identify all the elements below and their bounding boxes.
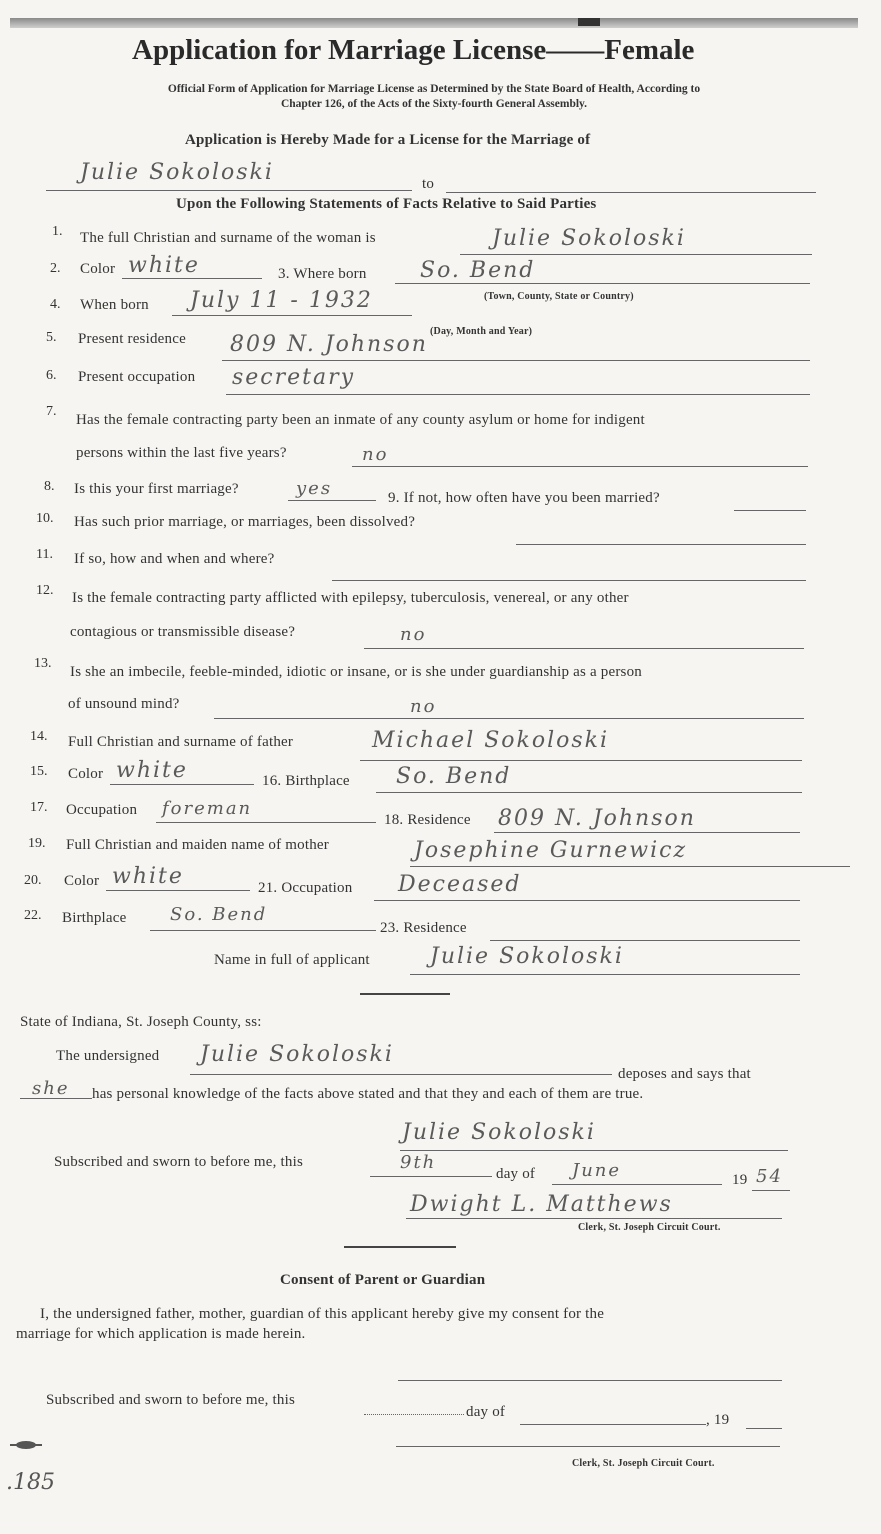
q20-answer: white [112, 864, 184, 889]
separator-1 [360, 993, 450, 995]
q7-number: 7. [46, 404, 57, 419]
q9-number: 9. [388, 490, 400, 506]
q13-number: 13. [34, 656, 52, 671]
q15-label: Color [68, 766, 104, 782]
year-line [752, 1190, 790, 1191]
consent-clerk-title: Clerk, St. Joseph Circuit Court. [572, 1458, 715, 1469]
q14-number: 14. [30, 729, 48, 744]
union-stamp-icon [10, 1440, 44, 1450]
q11-label: If so, how and when and where? [74, 551, 275, 567]
q3-line [395, 283, 810, 284]
q19-label: Full Christian and maiden name of mother [66, 837, 329, 853]
q4-answer: July 11 - 1932 [190, 288, 373, 313]
q17-answer: foreman [162, 798, 253, 819]
q1-answer: Julie Sokoloski [492, 226, 686, 251]
q16-label-text: Birthplace [285, 773, 350, 789]
affidavit-sig-line [400, 1150, 788, 1151]
subtitle-line-2: Chapter 126, of the Acts of the Sixty-fourth General Assembly. [280, 98, 588, 110]
q3-answer: So. Bend [420, 258, 536, 283]
year-prefix: 19 [732, 1172, 748, 1188]
consent-sig-line [398, 1380, 782, 1381]
q3-label [278, 266, 367, 283]
scan-mark [578, 18, 600, 26]
consent-heading: Consent of Parent or Guardian [280, 1272, 486, 1288]
q16-line [376, 792, 802, 793]
q4-number: 4. [50, 297, 61, 312]
q15-line [110, 784, 254, 785]
q12-label: Is the female contracting party afflicted with epilepsy, tuberculosis, venereal, or any other [72, 590, 629, 606]
q4-label: When born [80, 297, 149, 313]
separator-2 [344, 1246, 456, 1248]
q14-answer: Michael Sokoloski [372, 728, 610, 753]
q20-label: Color [64, 873, 100, 889]
q6-answer: secretary [232, 365, 356, 390]
q23-line [490, 940, 800, 941]
q23-label-text: Residence [403, 920, 467, 936]
year-value: 54 [756, 1166, 783, 1187]
q8-line [288, 500, 376, 501]
day-of-label: day of [496, 1166, 536, 1182]
q19-answer: Josephine Gurnewicz [414, 838, 688, 863]
q15-answer: white [116, 758, 188, 783]
q12-number: 12. [36, 583, 54, 598]
q11-number: 11. [36, 547, 53, 562]
q22-answer: So. Bend [170, 904, 268, 925]
q19-line [410, 866, 850, 867]
month-line [552, 1184, 722, 1185]
q21-answer: Deceased [398, 872, 522, 897]
q16-number: 16. [262, 773, 282, 789]
q10-line [516, 544, 806, 545]
consent-sworn-text: Subscribed and sworn to before me, this [46, 1392, 296, 1408]
applicant-sig-label: Name in full of applicant [214, 952, 370, 968]
day-value: 9th [400, 1152, 437, 1173]
q9-label [388, 490, 660, 507]
q18-answer: 809 N. Johnson [498, 806, 696, 831]
q23-number: 23. [380, 920, 400, 936]
q21-number: 21. [258, 880, 278, 896]
q8-number: 8. [44, 479, 55, 494]
q6-label: Present occupation [78, 369, 196, 385]
q20-line [106, 890, 250, 891]
q18-line [494, 832, 800, 833]
q2-answer: white [128, 253, 200, 278]
q6-number: 6. [46, 368, 57, 383]
partner-name-line [446, 192, 816, 193]
scan-top-edge [10, 18, 858, 28]
q22-number: 22. [24, 908, 42, 923]
consent-month-line [520, 1424, 706, 1425]
q1-number: 1. [52, 224, 63, 239]
q1-line [460, 254, 812, 255]
month-value: June [572, 1160, 622, 1181]
q13-label-cont: of unsound mind? [68, 696, 180, 712]
q3-hint: (Town, County, State or Country) [484, 291, 634, 302]
day-line [370, 1176, 492, 1177]
consent-text-2: marriage for which application is made herein. [16, 1326, 306, 1342]
q11-line [332, 580, 806, 581]
q8-label: Is this your first marriage? [74, 481, 239, 497]
q3-number: 3. [278, 266, 290, 282]
consent-day-of: day of [466, 1404, 506, 1420]
q19-number: 19. [28, 836, 46, 851]
consent-clerk-line [396, 1446, 780, 1447]
clerk-title: Clerk, St. Joseph Circuit Court. [578, 1222, 721, 1233]
q9-label-text: If not, how often have you been married? [403, 490, 660, 506]
q4-line [172, 315, 412, 316]
q7-label-cont: persons within the last five years? [76, 445, 287, 461]
q12-answer: no [400, 624, 427, 645]
q21-line [374, 900, 800, 901]
to-label: to [422, 176, 435, 192]
applicant-sig-line [410, 974, 800, 975]
q5-number: 5. [46, 330, 57, 345]
q23-label [380, 920, 467, 937]
q10-number: 10. [36, 511, 54, 526]
q16-answer: So. Bend [396, 764, 512, 789]
margin-note: .185 [6, 1470, 55, 1495]
applicant-signature: Julie Sokoloski [430, 944, 624, 969]
q9-line [734, 510, 806, 511]
q14-line [360, 760, 802, 761]
q1-label: The full Christian and surname of the woman is [80, 230, 376, 246]
clerk-signature: Dwight L. Matthews [410, 1192, 673, 1217]
q7-answer: no [362, 444, 389, 465]
q21-label-text: Occupation [281, 880, 353, 896]
q12-label-cont: contagious or transmissible disease? [70, 624, 296, 640]
pronoun-value: she [32, 1078, 70, 1099]
sworn-text: Subscribed and sworn to before me, this [54, 1154, 304, 1170]
q5-answer: 809 N. Johnson [230, 332, 428, 357]
q22-line [150, 930, 376, 931]
q10-label: Has such prior marriage, or marriages, been dissolved? [74, 514, 416, 530]
undersigned-name: Julie Sokoloski [200, 1042, 394, 1067]
undersigned-line [190, 1074, 612, 1075]
q14-label: Full Christian and surname of father [68, 734, 294, 750]
q13-line [214, 718, 804, 719]
statement-heading: Upon the Following Statements of Facts Relative to Said Parties [176, 196, 597, 212]
subtitle-line-1: Official Form of Application for Marriage License as Determined by the State Board of Health, According to [167, 83, 701, 95]
document-subtitle [44, 82, 824, 112]
q22-label: Birthplace [62, 910, 127, 926]
q8-answer: yes [296, 478, 333, 499]
q5-line [222, 360, 810, 361]
q2-line [122, 278, 262, 279]
consent-year-line [746, 1428, 782, 1429]
applicant-name-line [46, 190, 412, 191]
q17-number: 17. [30, 800, 48, 815]
undersigned-label: The undersigned [56, 1048, 160, 1064]
document-title: Application for Marriage License——Female [132, 34, 695, 66]
intro-text: Application is Hereby Made for a License for the Marriage of [185, 132, 591, 148]
q5-label: Present residence [78, 331, 186, 347]
q2-number: 2. [50, 261, 61, 276]
q17-line [156, 822, 376, 823]
q12-line [364, 648, 804, 649]
q2-label: Color [80, 261, 116, 277]
deposes-text: deposes and says that [618, 1066, 751, 1082]
q18-label-text: Residence [407, 812, 471, 828]
q4-hint: (Day, Month and Year) [430, 326, 533, 337]
q3-label-text: Where born [293, 266, 367, 282]
q17-label: Occupation [66, 802, 138, 818]
q18-number: 18. [384, 812, 404, 828]
consent-text-1: I, the undersigned father, mother, guardian of this applicant hereby give my consent for the [40, 1306, 605, 1322]
q15-number: 15. [30, 764, 48, 779]
consent-day-line [364, 1414, 464, 1415]
q13-answer: no [410, 696, 437, 717]
q7-line [352, 466, 808, 467]
state-line: State of Indiana, St. Joseph County, ss: [20, 1014, 262, 1030]
q16-label [262, 773, 350, 790]
clerk-sig-line [406, 1218, 782, 1219]
q20-number: 20. [24, 873, 42, 888]
knowledge-text: has personal knowledge of the facts above stated and that they and each of them are true. [92, 1086, 644, 1102]
affidavit-signature: Julie Sokoloski [402, 1120, 596, 1145]
q18-label [384, 812, 471, 829]
q21-label [258, 880, 352, 897]
q7-label: Has the female contracting party been an inmate of any county asylum or home for indigent [76, 412, 645, 428]
q6-line [226, 394, 810, 395]
consent-year-prefix: , 19 [706, 1412, 730, 1428]
applicant-name-handwritten: Julie Sokoloski [80, 160, 274, 185]
q13-label: Is she an imbecile, feeble-minded, idiotic or insane, or is she under guardianship as a person [70, 664, 642, 680]
